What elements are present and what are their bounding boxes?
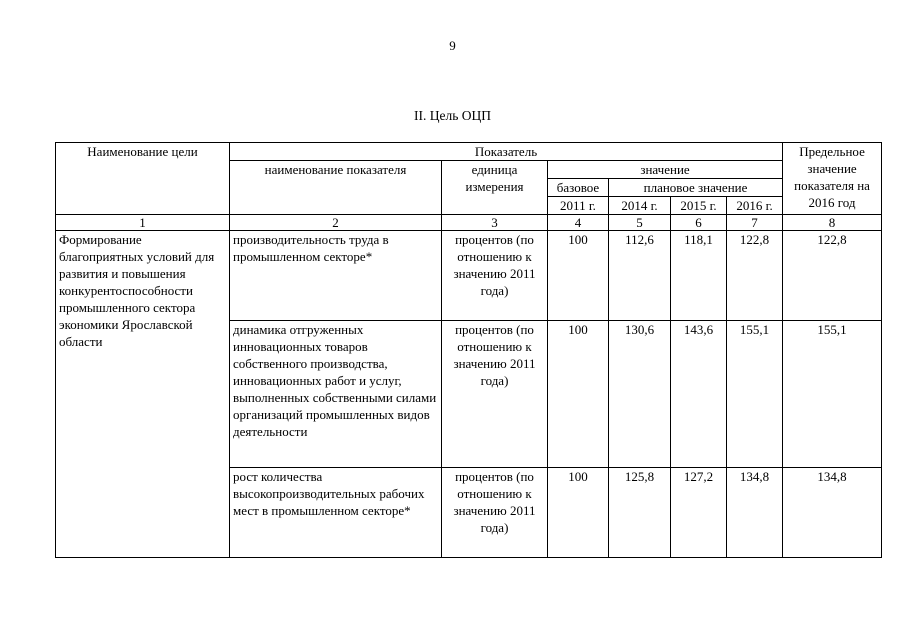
header-base: базовое	[548, 179, 609, 197]
value-2015-cell: 143,6	[671, 321, 727, 468]
column-number: 3	[442, 215, 548, 231]
value-2016-cell: 122,8	[727, 231, 783, 321]
goal-cell: Формирование благоприятных условий для развития и повышения конкурентоспособности промышленного сектора экономики Ярославской области	[56, 231, 230, 558]
value-2015-cell: 118,1	[671, 231, 727, 321]
header-indicator-name: наименование показателя	[230, 161, 442, 215]
page-number: 9	[449, 38, 456, 53]
column-number: 8	[783, 215, 882, 231]
header-indicator: Показатель	[230, 143, 783, 161]
header-unit: единица измерения	[442, 161, 548, 215]
header-year-2016: 2016 г.	[727, 197, 783, 215]
header-goal-name: Наименование цели	[56, 143, 230, 215]
value-2015-cell: 127,2	[671, 468, 727, 558]
column-number: 1	[56, 215, 230, 231]
value-2014-cell: 112,6	[609, 231, 671, 321]
unit-cell: процентов (по отношению к значению 2011 года)	[442, 468, 548, 558]
header-limit: Предельное значение показателя на 2016 год	[783, 143, 882, 215]
column-number: 2	[230, 215, 442, 231]
limit-value-cell: 134,8	[783, 468, 882, 558]
header-value: значение	[548, 161, 783, 179]
header-year-2015: 2015 г.	[671, 197, 727, 215]
value-2014-cell: 125,8	[609, 468, 671, 558]
column-number: 6	[671, 215, 727, 231]
header-year-2014: 2014 г.	[609, 197, 671, 215]
value-2014-cell: 130,6	[609, 321, 671, 468]
value-2016-cell: 155,1	[727, 321, 783, 468]
base-value-cell: 100	[548, 231, 609, 321]
indicator-name-cell: рост количества высокопроизводительных рабочих мест в промышленном секторе*	[230, 468, 442, 558]
section-title: II. Цель ОЦП	[414, 108, 491, 123]
column-number: 7	[727, 215, 783, 231]
column-number: 4	[548, 215, 609, 231]
header-year-2011: 2011 г.	[548, 197, 609, 215]
header-planned: плановое значение	[609, 179, 783, 197]
indicator-name-cell: динамика отгруженных инновационных товаров собственного производства, инновационных работ и услуг, выполненных собственными силами организаций промышленных видов деятельности	[230, 321, 442, 468]
limit-value-cell: 155,1	[783, 321, 882, 468]
limit-value-cell: 122,8	[783, 231, 882, 321]
table-row	[56, 231, 882, 321]
column-number-row	[56, 215, 882, 231]
goals-table	[55, 142, 882, 558]
base-value-cell: 100	[548, 468, 609, 558]
indicator-name-cell: производительность труда в промышленном секторе*	[230, 231, 442, 321]
value-2016-cell: 134,8	[727, 468, 783, 558]
unit-cell: процентов (по отношению к значению 2011 года)	[442, 321, 548, 468]
column-number: 5	[609, 215, 671, 231]
base-value-cell: 100	[548, 321, 609, 468]
unit-cell: процентов (по отношению к значению 2011 года)	[442, 231, 548, 321]
